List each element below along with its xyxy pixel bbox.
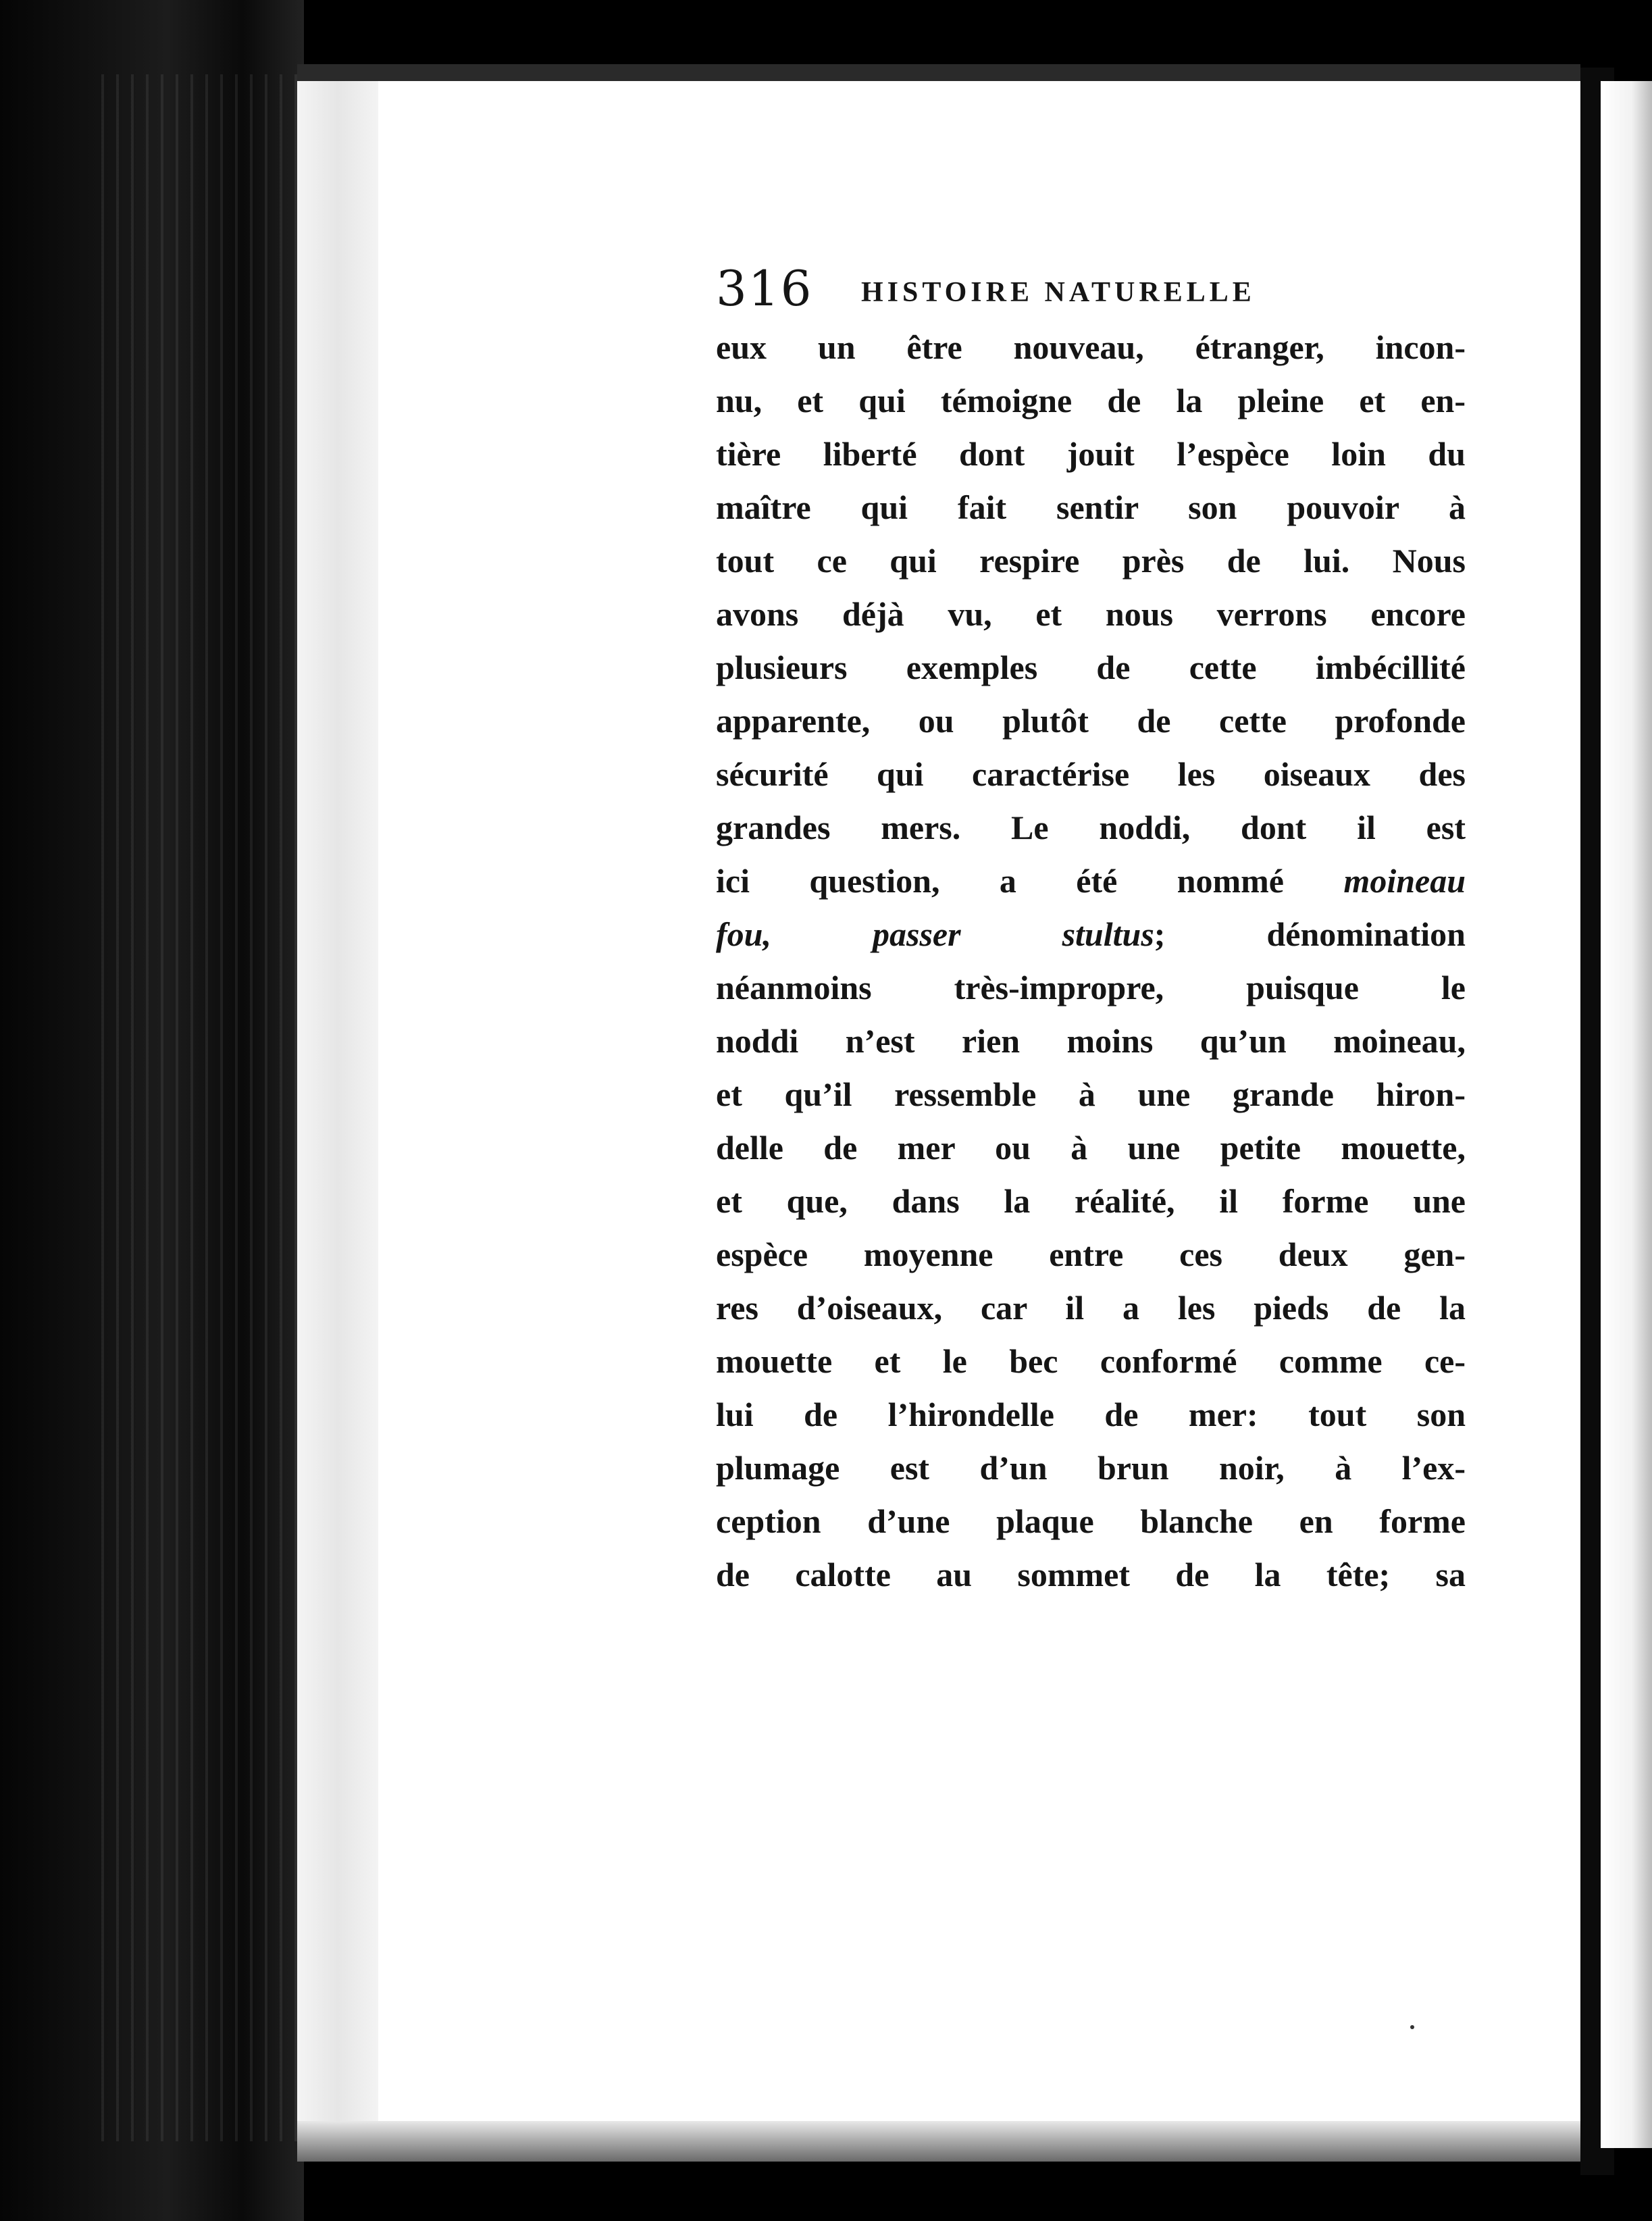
page-number: 316 [716, 260, 813, 317]
line-text: et que, dans la réalité, il forme une [716, 1182, 1466, 1220]
line-text: grandes mers. Le noddi, dont il est [716, 809, 1466, 846]
text-line [716, 588, 1466, 641]
line-text: sécurité qui caractérise les oiseaux des [716, 755, 1466, 793]
text-line [716, 321, 1466, 374]
line-text: tout ce qui respire près de lui. Nous [716, 542, 1466, 580]
line-text: noddi n’est rien moins qu’un moineau, [716, 1022, 1466, 1060]
line-text: eux un être nouveau, étranger, incon- [716, 328, 1466, 366]
line-text: res d’oiseaux, car il a les pieds de la [716, 1289, 1466, 1327]
line-text: ception d’une plaque blanche en forme [716, 1502, 1466, 1540]
line-text: ici question, a été nommé [716, 862, 1285, 900]
page-speck [1410, 2025, 1414, 2029]
text-line [716, 1175, 1466, 1228]
text-block [716, 260, 1466, 1602]
text-line [716, 854, 1466, 908]
text-line [716, 748, 1466, 801]
facing-page-sliver [1601, 81, 1652, 2148]
text-line [716, 1121, 1466, 1175]
text-line [716, 694, 1466, 748]
line-text: néanmoins très-impropre, puisque le [716, 969, 1466, 1006]
text-line [716, 1228, 1466, 1281]
line-text: tière liberté dont jouit l’espèce loin du [716, 435, 1466, 473]
text-line [716, 1068, 1466, 1121]
text-line [716, 1548, 1466, 1602]
line-text: espèce moyenne entre ces deux gen- [716, 1235, 1466, 1273]
text-line [716, 428, 1466, 481]
text-line [716, 908, 1466, 961]
line-text: nu, et qui témoigne de la pleine et en- [716, 382, 1466, 419]
text-line [716, 1281, 1466, 1335]
line-text: ; dénomination [1154, 915, 1466, 953]
text-line [716, 801, 1466, 854]
line-text: avons déjà vu, et nous verrons encore [716, 595, 1466, 633]
page-bottom-edge [297, 2121, 1580, 2162]
text-line [716, 641, 1466, 694]
line-text: delle de mer ou à une petite mouette, [716, 1129, 1466, 1167]
book-fore-edge [101, 74, 304, 2141]
line-text: plusieurs exemples de cette imbécillité [716, 648, 1466, 686]
italic-term: moineau [1343, 862, 1466, 900]
line-text: maître qui fait sentir son pouvoir à [716, 488, 1466, 526]
text-line [716, 374, 1466, 428]
text-line [716, 1388, 1466, 1441]
line-text: mouette et le bec conformé comme ce- [716, 1342, 1466, 1380]
line-text: plumage est d’un brun noir, à l’ex- [716, 1449, 1466, 1487]
text-line [716, 1441, 1466, 1495]
line-text: apparente, ou plutôt de cette profonde [716, 702, 1466, 740]
text-line [716, 481, 1466, 534]
text-line [716, 1335, 1466, 1388]
text-line [716, 1495, 1466, 1548]
line-text: lui de l’hirondelle de mer: tout son [716, 1396, 1466, 1433]
line-text: et qu’il ressemble à une grande hiron- [716, 1075, 1466, 1113]
italic-term: fou, passer stultus [716, 915, 1154, 953]
text-line [716, 961, 1466, 1015]
page-header [716, 260, 1466, 321]
text-line [716, 1015, 1466, 1068]
text-line [716, 534, 1466, 588]
line-text: de calotte au sommet de la tête; sa [716, 1556, 1466, 1593]
running-head: HISTOIRE NATURELLE [861, 277, 1256, 308]
